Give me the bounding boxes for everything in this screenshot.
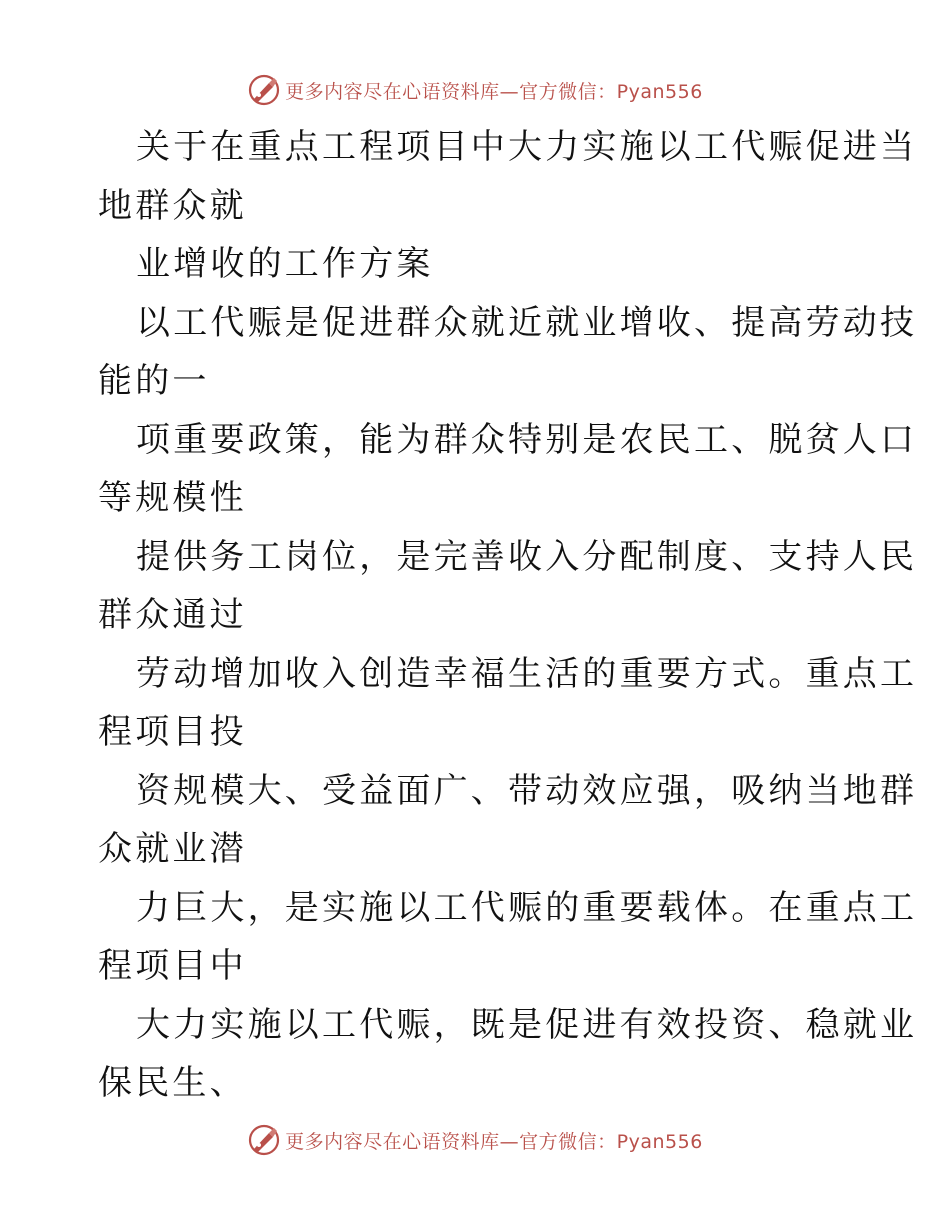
text-line: 资规模大、受益面广、带动效应强，吸纳当地群 — [136, 770, 918, 811]
text-line: 劳动增加收入创造幸福生活的重要方式。重点工 — [136, 653, 918, 694]
watermark-text: 更多内容尽在心语资料库—官方微信：Pyan556 — [285, 80, 703, 103]
document-body — [98, 118, 918, 1113]
text-line: 能的一 — [98, 361, 210, 401]
pen-logo-icon — [247, 1123, 281, 1157]
text-line: 地群众就 — [98, 185, 247, 226]
text-line: 关于在重点工程项目中大力实施以工代赈促进当 — [136, 127, 918, 167]
pen-logo-icon — [247, 73, 281, 107]
text-line: 等规模性 — [98, 478, 247, 518]
header-watermark — [0, 70, 950, 110]
text-line: 以工代赈是促进群众就近就业增收、提高劳动技 — [136, 302, 918, 343]
text-line: 保民生、 — [98, 1063, 247, 1103]
footer-watermark — [0, 1120, 950, 1160]
text-line: 众就业潜 — [98, 829, 247, 869]
text-line: 程项目中 — [98, 946, 247, 986]
text-line: 业增收的工作方案 — [136, 244, 434, 284]
text-line: 群众通过 — [98, 595, 247, 635]
text-line: 项重要政策，能为群众特别是农民工、脱贫人口 — [136, 419, 918, 460]
text-line: 提供务工岗位，是完善收入分配制度、支持人民 — [136, 536, 918, 577]
text-line: 大力实施以工代赈，既是促进有效投资、稳就业 — [136, 1004, 918, 1045]
watermark-text: 更多内容尽在心语资料库—官方微信：Pyan556 — [285, 1130, 703, 1153]
text-line: 程项目投 — [98, 712, 247, 752]
text-line: 力巨大，是实施以工代赈的重要载体。在重点工 — [136, 887, 918, 928]
